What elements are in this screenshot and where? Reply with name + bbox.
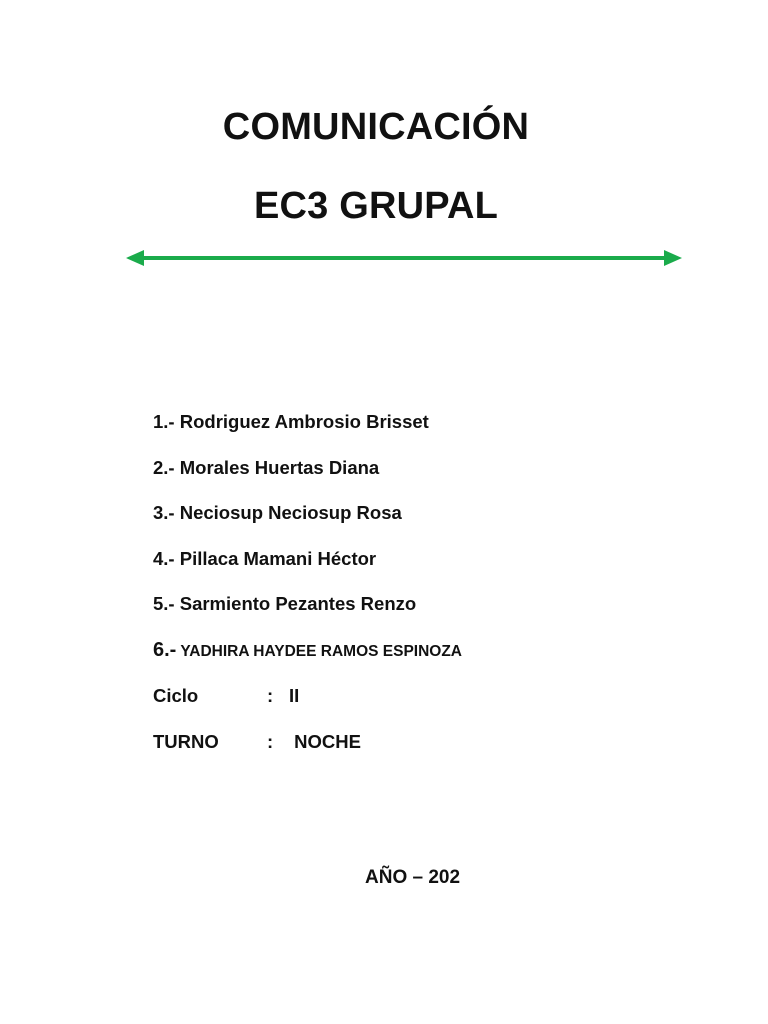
member-item: 4.- Pillaca Mamani Héctor — [153, 547, 377, 569]
turno-label: TURNO — [153, 731, 219, 752]
turno-colon: : — [267, 731, 274, 752]
member-item: 3.- Neciosup Neciosup Rosa — [153, 502, 402, 524]
member-item: 1.- Rodriguez Ambrosio Brisset — [153, 411, 429, 432]
year-label: AÑO – 202 — [365, 867, 461, 888]
turno-value: NOCHE — [289, 731, 361, 752]
member-item: 5.- Sarmiento Pezantes Renzo — [153, 593, 417, 615]
ciclo-value: II — [289, 685, 300, 706]
document-title: COMUNICACIÓN — [222, 106, 530, 148]
ciclo-row — [153, 684, 299, 708]
ciclo-label: Ciclo — [153, 685, 199, 706]
member-item: 2.- Morales Huertas Diana — [153, 456, 380, 478]
ciclo-colon: : — [267, 685, 274, 706]
member-item: 6.- YADHIRA HAYDEE RAMOS ESPINOZA — [153, 638, 463, 661]
double-arrow-divider — [126, 248, 682, 268]
turno-row — [153, 730, 361, 754]
member-list — [153, 410, 462, 684]
document-subtitle: EC3 GRUPAL — [253, 185, 499, 227]
